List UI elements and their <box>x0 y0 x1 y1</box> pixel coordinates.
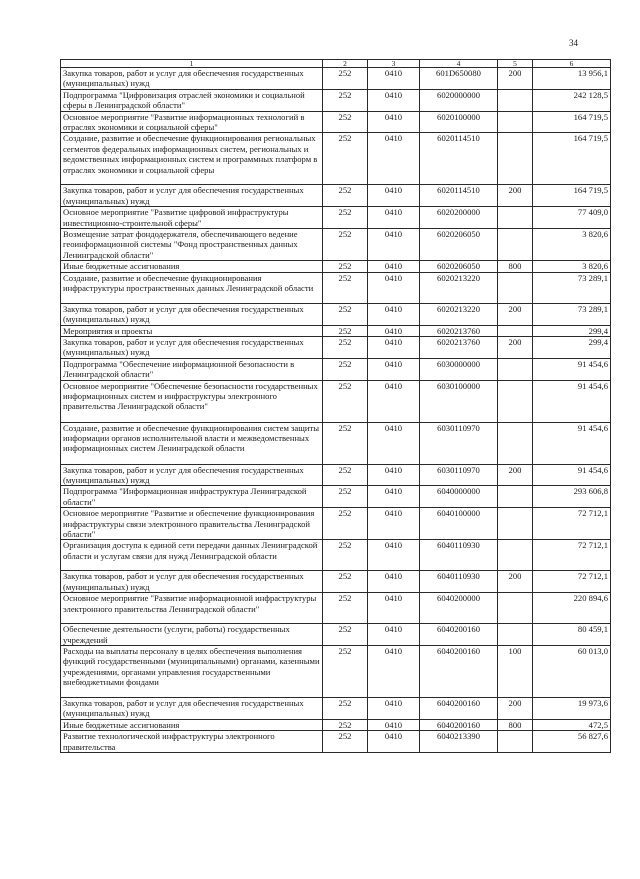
vr-code-cell: 100 <box>498 646 533 698</box>
table-row <box>61 731 611 753</box>
rz-code-cell: 0410 <box>368 540 420 571</box>
amount-cell: 73 289,1 <box>533 272 611 303</box>
amount-cell: 293 606,8 <box>533 486 611 508</box>
vr-code-cell <box>498 593 533 624</box>
gr-code-cell: 252 <box>323 261 368 272</box>
expense-name-cell: Закупка товаров, работ и услуг для обеспечения государственных (муниципальных) нужд <box>61 68 323 90</box>
rz-code-cell: 0410 <box>368 89 420 111</box>
expense-name-cell: Обеспечение деятельности (услуги, работы) государственных учреждений <box>61 624 323 646</box>
vr-code-cell <box>498 731 533 753</box>
vr-code-cell: 200 <box>498 303 533 325</box>
page-number: 34 <box>569 38 578 48</box>
gr-code-cell: 252 <box>323 593 368 624</box>
rz-code-cell: 0410 <box>368 133 420 185</box>
gr-code-cell: 252 <box>323 380 368 422</box>
rz-code-cell: 0410 <box>368 336 420 358</box>
vr-code-cell <box>498 540 533 571</box>
table-row <box>61 646 611 698</box>
amount-cell: 299,4 <box>533 336 611 358</box>
table-row <box>61 571 611 593</box>
amount-cell: 80 459,1 <box>533 624 611 646</box>
expense-name-cell: Организация доступа к единой сети передачи данных Ленинградской области и услугам связи для нужд Ленинградской области <box>61 540 323 571</box>
csr-code-cell: 6040213390 <box>420 731 498 753</box>
vr-code-cell <box>498 358 533 380</box>
csr-code-cell: 6040200160 <box>420 719 498 730</box>
amount-cell: 91 454,6 <box>533 464 611 486</box>
table-row <box>61 325 611 336</box>
expense-name-cell: Иные бюджетные ассигнования <box>61 261 323 272</box>
expense-name-cell: Подпрограмма "Обеспечение информационной безопасности в Ленинградской области" <box>61 358 323 380</box>
vr-code-cell: 200 <box>498 336 533 358</box>
csr-code-cell: 6020213220 <box>420 272 498 303</box>
csr-code-cell: 6040200160 <box>420 624 498 646</box>
rz-code-cell: 0410 <box>368 261 420 272</box>
amount-cell: 13 956,1 <box>533 68 611 90</box>
rz-code-cell: 0410 <box>368 185 420 207</box>
gr-code-cell: 252 <box>323 464 368 486</box>
amount-cell: 19 973,6 <box>533 698 611 720</box>
amount-cell: 60 013,0 <box>533 646 611 698</box>
vr-code-cell <box>498 325 533 336</box>
gr-code-cell: 252 <box>323 731 368 753</box>
table-row <box>61 698 611 720</box>
table-row <box>61 111 611 133</box>
table-row <box>61 272 611 303</box>
rz-code-cell: 0410 <box>368 731 420 753</box>
column-number-row <box>61 60 611 68</box>
csr-code-cell: 6020213760 <box>420 336 498 358</box>
gr-code-cell: 252 <box>323 325 368 336</box>
rz-code-cell: 0410 <box>368 624 420 646</box>
rz-code-cell: 0410 <box>368 508 420 540</box>
expense-name-cell: Развитие технологической инфраструктуры электронного правительства <box>61 731 323 753</box>
csr-code-cell: 6020213760 <box>420 325 498 336</box>
column-header: 4 <box>420 60 498 68</box>
amount-cell: 56 827,6 <box>533 731 611 753</box>
rz-code-cell: 0410 <box>368 111 420 133</box>
csr-code-cell: 6020100000 <box>420 111 498 133</box>
csr-code-cell: 6040000000 <box>420 486 498 508</box>
amount-cell: 164 719,5 <box>533 133 611 185</box>
vr-code-cell: 200 <box>498 571 533 593</box>
expense-name-cell: Основное мероприятие "Развитие и обеспечение функционирования инфраструктуры связи электронного правительства Ленинградской области" <box>61 508 323 540</box>
amount-cell: 72 712,1 <box>533 540 611 571</box>
rz-code-cell: 0410 <box>368 698 420 720</box>
expense-name-cell: Создание, развитие и обеспечение функционирования систем защиты информации органов исполнительной власти и межведомственных информационных систем Ленинградской области <box>61 422 323 464</box>
vr-code-cell <box>498 229 533 261</box>
rz-code-cell: 0410 <box>368 593 420 624</box>
expense-name-cell: Закупка товаров, работ и услуг для обеспечения государственных (муниципальных) нужд <box>61 698 323 720</box>
table-row <box>61 133 611 185</box>
rz-code-cell: 0410 <box>368 207 420 229</box>
expense-name-cell: Закупка товаров, работ и услуг для обеспечения государственных (муниципальных) нужд <box>61 185 323 207</box>
rz-code-cell: 0410 <box>368 380 420 422</box>
gr-code-cell: 252 <box>323 336 368 358</box>
table-row <box>61 336 611 358</box>
table-row <box>61 540 611 571</box>
rz-code-cell: 0410 <box>368 719 420 730</box>
table-row <box>61 68 611 90</box>
amount-cell: 299,4 <box>533 325 611 336</box>
gr-code-cell: 252 <box>323 272 368 303</box>
csr-code-cell: 6040200000 <box>420 593 498 624</box>
amount-cell: 472,5 <box>533 719 611 730</box>
csr-code-cell: 6020213220 <box>420 303 498 325</box>
amount-cell: 91 454,6 <box>533 422 611 464</box>
amount-cell: 91 454,6 <box>533 358 611 380</box>
amount-cell: 3 820,6 <box>533 261 611 272</box>
rz-code-cell: 0410 <box>368 229 420 261</box>
table-row <box>61 229 611 261</box>
rz-code-cell: 0410 <box>368 464 420 486</box>
gr-code-cell: 252 <box>323 207 368 229</box>
budget-table <box>60 59 611 753</box>
table-row <box>61 719 611 730</box>
gr-code-cell: 252 <box>323 719 368 730</box>
gr-code-cell: 252 <box>323 508 368 540</box>
column-header: 6 <box>533 60 611 68</box>
csr-code-cell: 6020000000 <box>420 89 498 111</box>
table-row <box>61 185 611 207</box>
gr-code-cell: 252 <box>323 624 368 646</box>
gr-code-cell: 252 <box>323 229 368 261</box>
csr-code-cell: 6030100000 <box>420 380 498 422</box>
rz-code-cell: 0410 <box>368 422 420 464</box>
amount-cell: 72 712,1 <box>533 508 611 540</box>
csr-code-cell: 6040110930 <box>420 540 498 571</box>
vr-code-cell <box>498 508 533 540</box>
expense-name-cell: Основное мероприятие "Развитие информационных технологий в отраслях экономики и социальной сферы" <box>61 111 323 133</box>
gr-code-cell: 252 <box>323 68 368 90</box>
expense-name-cell: Мероприятия и проекты <box>61 325 323 336</box>
csr-code-cell: 6040200160 <box>420 698 498 720</box>
rz-code-cell: 0410 <box>368 272 420 303</box>
table-row <box>61 624 611 646</box>
rz-code-cell: 0410 <box>368 646 420 698</box>
table-row <box>61 593 611 624</box>
rz-code-cell: 0410 <box>368 486 420 508</box>
rz-code-cell: 0410 <box>368 325 420 336</box>
amount-cell: 220 894,6 <box>533 593 611 624</box>
column-header: 5 <box>498 60 533 68</box>
gr-code-cell: 252 <box>323 89 368 111</box>
gr-code-cell: 252 <box>323 111 368 133</box>
vr-code-cell <box>498 207 533 229</box>
gr-code-cell: 252 <box>323 540 368 571</box>
table-row <box>61 464 611 486</box>
gr-code-cell: 252 <box>323 646 368 698</box>
vr-code-cell: 200 <box>498 698 533 720</box>
expense-name-cell: Подпрограмма "Информационная инфраструктура Ленинградской области" <box>61 486 323 508</box>
amount-cell: 73 289,1 <box>533 303 611 325</box>
expense-name-cell: Возмещение затрат фондодержателя, обеспечивающего ведение геоинформационной системы "Фонд пространственных данных Ленинградской области" <box>61 229 323 261</box>
csr-code-cell: 6020200000 <box>420 207 498 229</box>
rz-code-cell: 0410 <box>368 358 420 380</box>
vr-code-cell <box>498 486 533 508</box>
expense-name-cell: Подпрограмма "Цифровизация отраслей экономики и социальной сферы в Ленинградской области" <box>61 89 323 111</box>
rz-code-cell: 0410 <box>368 68 420 90</box>
expense-name-cell: Создание, развитие и обеспечение функционирования региональных сегментов федеральных информационных систем, региональных и ведомственных информационных систем и программных платформ в отраслях экономики и социальной сферы <box>61 133 323 185</box>
expense-name-cell: Закупка товаров, работ и услуг для обеспечения государственных (муниципальных) нужд <box>61 303 323 325</box>
vr-code-cell: 800 <box>498 261 533 272</box>
column-header: 1 <box>61 60 323 68</box>
table-row <box>61 89 611 111</box>
table-row <box>61 380 611 422</box>
vr-code-cell <box>498 272 533 303</box>
table-row <box>61 486 611 508</box>
csr-code-cell: 6030000000 <box>420 358 498 380</box>
vr-code-cell <box>498 133 533 185</box>
vr-code-cell <box>498 624 533 646</box>
vr-code-cell <box>498 89 533 111</box>
gr-code-cell: 252 <box>323 358 368 380</box>
expense-name-cell: Основное мероприятие "Развитие цифровой инфраструктуры инвестиционно-строительной сферы" <box>61 207 323 229</box>
expense-name-cell: Основное мероприятие "Обеспечение безопасности государственных информационных систем и инфраструктуры электронного правительства Ленинградской области" <box>61 380 323 422</box>
csr-code-cell: 6040200160 <box>420 646 498 698</box>
rz-code-cell: 0410 <box>368 303 420 325</box>
expense-name-cell: Закупка товаров, работ и услуг для обеспечения государственных (муниципальных) нужд <box>61 571 323 593</box>
amount-cell: 77 409,0 <box>533 207 611 229</box>
rz-code-cell: 0410 <box>368 571 420 593</box>
expense-name-cell: Основное мероприятие "Развитие информационной инфраструктуры электронного правительства Ленинградской области" <box>61 593 323 624</box>
table-row <box>61 508 611 540</box>
expense-name-cell: Закупка товаров, работ и услуг для обеспечения государственных (муниципальных) нужд <box>61 336 323 358</box>
gr-code-cell: 252 <box>323 303 368 325</box>
csr-code-cell: 6030110970 <box>420 464 498 486</box>
amount-cell: 164 719,5 <box>533 185 611 207</box>
table-row <box>61 207 611 229</box>
amount-cell: 164 719,5 <box>533 111 611 133</box>
gr-code-cell: 252 <box>323 185 368 207</box>
csr-code-cell: 6020114510 <box>420 185 498 207</box>
expense-name-cell: Расходы на выплаты персоналу в целях обеспечения выполнения функций государственными (муниципальными) органами, казенными учреждениями, органами управления государственными внебюджетными фондами <box>61 646 323 698</box>
vr-code-cell: 200 <box>498 185 533 207</box>
vr-code-cell: 200 <box>498 68 533 90</box>
table-row <box>61 422 611 464</box>
csr-code-cell: 6040100000 <box>420 508 498 540</box>
column-header: 2 <box>323 60 368 68</box>
csr-code-cell: 6030110970 <box>420 422 498 464</box>
table-row <box>61 261 611 272</box>
expense-name-cell: Закупка товаров, работ и услуг для обеспечения государственных (муниципальных) нужд <box>61 464 323 486</box>
vr-code-cell <box>498 380 533 422</box>
amount-cell: 72 712,1 <box>533 571 611 593</box>
table-row <box>61 358 611 380</box>
gr-code-cell: 252 <box>323 133 368 185</box>
column-header: 3 <box>368 60 420 68</box>
expense-name-cell: Создание, развитие и обеспечение функционирования инфраструктуры пространственных данных Ленинградской области <box>61 272 323 303</box>
vr-code-cell <box>498 111 533 133</box>
gr-code-cell: 252 <box>323 571 368 593</box>
vr-code-cell: 200 <box>498 464 533 486</box>
csr-code-cell: 6040110930 <box>420 571 498 593</box>
vr-code-cell: 800 <box>498 719 533 730</box>
gr-code-cell: 252 <box>323 486 368 508</box>
amount-cell: 242 128,5 <box>533 89 611 111</box>
expense-name-cell: Иные бюджетные ассигнования <box>61 719 323 730</box>
vr-code-cell <box>498 422 533 464</box>
csr-code-cell: 6020206050 <box>420 229 498 261</box>
csr-code-cell: 601D650080 <box>420 68 498 90</box>
amount-cell: 91 454,6 <box>533 380 611 422</box>
gr-code-cell: 252 <box>323 698 368 720</box>
gr-code-cell: 252 <box>323 422 368 464</box>
amount-cell: 3 820,6 <box>533 229 611 261</box>
csr-code-cell: 6020206050 <box>420 261 498 272</box>
table-row <box>61 303 611 325</box>
csr-code-cell: 6020114510 <box>420 133 498 185</box>
